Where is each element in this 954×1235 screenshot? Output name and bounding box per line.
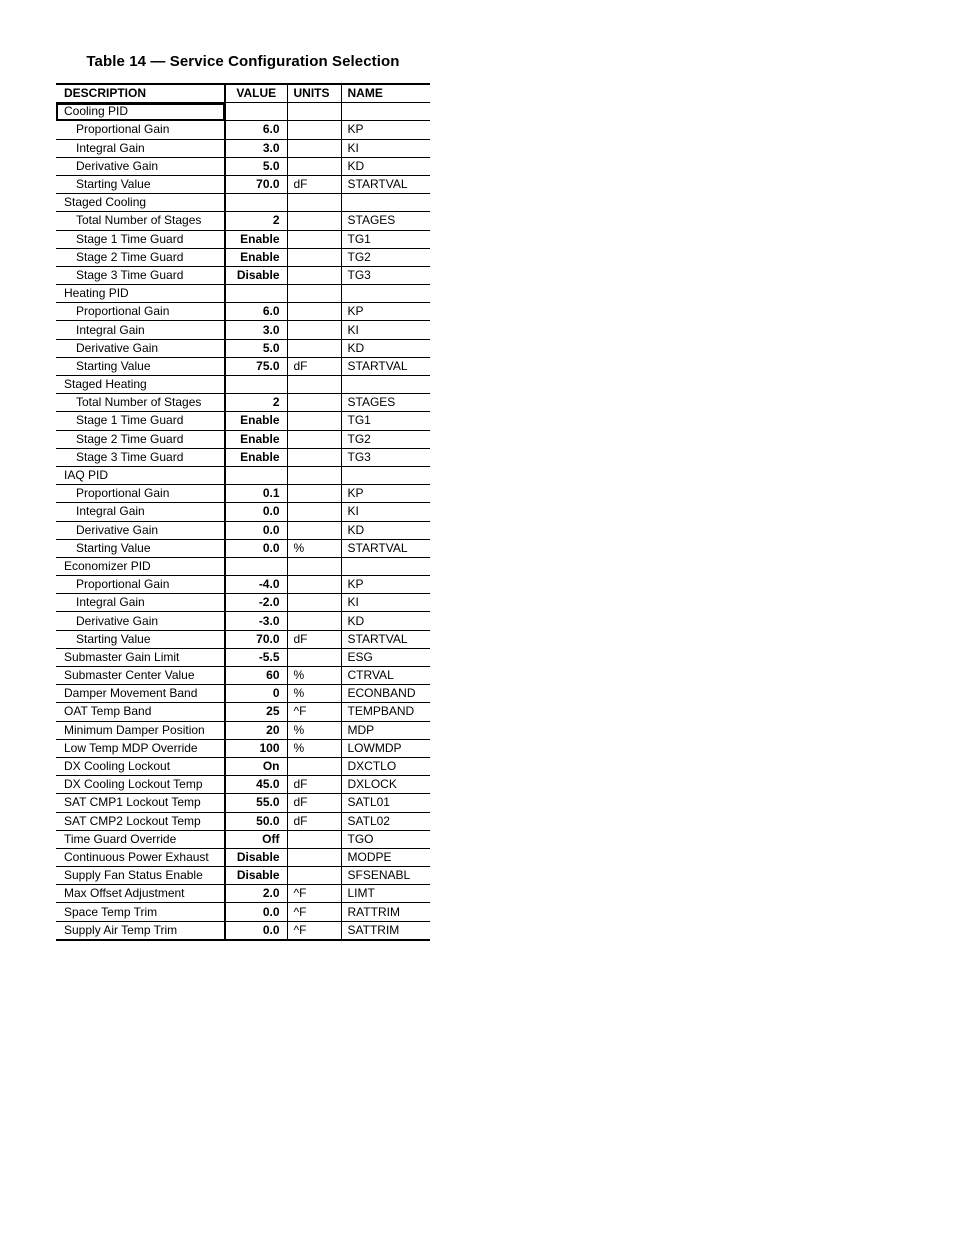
table-row bbox=[56, 576, 430, 594]
table-row bbox=[56, 903, 430, 921]
row-value: Enable bbox=[225, 448, 287, 466]
table-row bbox=[56, 921, 430, 940]
table-row bbox=[56, 812, 430, 830]
row-name: TG3 bbox=[341, 448, 430, 466]
row-value: -3.0 bbox=[225, 612, 287, 630]
table-row bbox=[56, 485, 430, 503]
row-name: MDP bbox=[341, 721, 430, 739]
table-row bbox=[56, 557, 430, 575]
header-name: NAME bbox=[341, 84, 430, 103]
row-description: Damper Movement Band bbox=[56, 685, 225, 703]
row-description: Starting Value bbox=[56, 175, 225, 193]
row-name: SATL01 bbox=[341, 794, 430, 812]
row-description: Integral Gain bbox=[56, 321, 225, 339]
table-row bbox=[56, 539, 430, 557]
row-description: Max Offset Adjustment bbox=[56, 885, 225, 903]
table-header bbox=[56, 84, 430, 103]
row-name: KI bbox=[341, 503, 430, 521]
row-name: KD bbox=[341, 339, 430, 357]
row-units bbox=[287, 194, 341, 212]
row-description: Continuous Power Exhaust bbox=[56, 848, 225, 866]
row-value: 6.0 bbox=[225, 303, 287, 321]
row-value: Off bbox=[225, 830, 287, 848]
table-row bbox=[56, 739, 430, 757]
row-description: Low Temp MDP Override bbox=[56, 739, 225, 757]
row-units bbox=[287, 848, 341, 866]
row-value: 5.0 bbox=[225, 157, 287, 175]
row-description: Starting Value bbox=[56, 357, 225, 375]
row-description: Starting Value bbox=[56, 539, 225, 557]
table-row bbox=[56, 430, 430, 448]
row-units: % bbox=[287, 667, 341, 685]
row-value: 0.0 bbox=[225, 521, 287, 539]
row-name: KP bbox=[341, 121, 430, 139]
row-units bbox=[287, 121, 341, 139]
row-name: KD bbox=[341, 612, 430, 630]
table-row bbox=[56, 757, 430, 775]
row-value: 0.0 bbox=[225, 539, 287, 557]
row-name: TG2 bbox=[341, 430, 430, 448]
row-description: Submaster Gain Limit bbox=[56, 648, 225, 666]
row-description: Time Guard Override bbox=[56, 830, 225, 848]
row-value: 2 bbox=[225, 212, 287, 230]
row-value: Disable bbox=[225, 266, 287, 284]
header-row bbox=[56, 84, 430, 103]
row-units: ^F bbox=[287, 903, 341, 921]
row-value bbox=[225, 103, 287, 121]
row-description: Proportional Gain bbox=[56, 485, 225, 503]
row-description: Stage 1 Time Guard bbox=[56, 412, 225, 430]
row-description: Integral Gain bbox=[56, 503, 225, 521]
row-description: Economizer PID bbox=[56, 557, 225, 575]
row-description: Integral Gain bbox=[56, 139, 225, 157]
row-name: LOWMDP bbox=[341, 739, 430, 757]
row-value: Enable bbox=[225, 412, 287, 430]
row-name: TGO bbox=[341, 830, 430, 848]
table-row bbox=[56, 103, 430, 121]
row-name: CTRVAL bbox=[341, 667, 430, 685]
row-units bbox=[287, 266, 341, 284]
row-value: 0.0 bbox=[225, 903, 287, 921]
table-row bbox=[56, 266, 430, 284]
row-value: 55.0 bbox=[225, 794, 287, 812]
row-value: 20 bbox=[225, 721, 287, 739]
table-row bbox=[56, 867, 430, 885]
row-units: % bbox=[287, 721, 341, 739]
row-value bbox=[225, 466, 287, 484]
table-row bbox=[56, 630, 430, 648]
row-units bbox=[287, 557, 341, 575]
table-row bbox=[56, 157, 430, 175]
table-row bbox=[56, 612, 430, 630]
row-description: Staged Heating bbox=[56, 376, 225, 394]
row-value: 60 bbox=[225, 667, 287, 685]
row-units bbox=[287, 139, 341, 157]
row-value: -4.0 bbox=[225, 576, 287, 594]
row-description: SAT CMP1 Lockout Temp bbox=[56, 794, 225, 812]
row-value: -5.5 bbox=[225, 648, 287, 666]
row-value: -2.0 bbox=[225, 594, 287, 612]
row-units: ^F bbox=[287, 921, 341, 940]
row-value: 2 bbox=[225, 394, 287, 412]
row-value: 3.0 bbox=[225, 321, 287, 339]
row-units: dF bbox=[287, 776, 341, 794]
row-description: SAT CMP2 Lockout Temp bbox=[56, 812, 225, 830]
row-description: Total Number of Stages bbox=[56, 212, 225, 230]
row-description: Derivative Gain bbox=[56, 339, 225, 357]
row-description: IAQ PID bbox=[56, 466, 225, 484]
row-value: Enable bbox=[225, 430, 287, 448]
row-description: Staged Cooling bbox=[56, 194, 225, 212]
row-units bbox=[287, 103, 341, 121]
row-name: KI bbox=[341, 321, 430, 339]
table-row bbox=[56, 448, 430, 466]
table-row bbox=[56, 175, 430, 193]
row-value bbox=[225, 376, 287, 394]
row-units bbox=[287, 576, 341, 594]
row-description: Supply Fan Status Enable bbox=[56, 867, 225, 885]
row-value: 70.0 bbox=[225, 175, 287, 193]
row-value: Disable bbox=[225, 867, 287, 885]
table-row bbox=[56, 667, 430, 685]
row-name: SATTRIM bbox=[341, 921, 430, 940]
row-name: SFSENABL bbox=[341, 867, 430, 885]
row-value: 5.0 bbox=[225, 339, 287, 357]
row-name: DXCTLO bbox=[341, 757, 430, 775]
row-description: Derivative Gain bbox=[56, 157, 225, 175]
row-value: On bbox=[225, 757, 287, 775]
row-description: Total Number of Stages bbox=[56, 394, 225, 412]
row-units bbox=[287, 757, 341, 775]
row-description: Stage 1 Time Guard bbox=[56, 230, 225, 248]
table-row bbox=[56, 412, 430, 430]
row-name: KD bbox=[341, 521, 430, 539]
row-name bbox=[341, 376, 430, 394]
row-description: DX Cooling Lockout Temp bbox=[56, 776, 225, 794]
row-value: 75.0 bbox=[225, 357, 287, 375]
table-row bbox=[56, 594, 430, 612]
row-units bbox=[287, 394, 341, 412]
row-units bbox=[287, 466, 341, 484]
row-name: LIMT bbox=[341, 885, 430, 903]
row-name: STARTVAL bbox=[341, 630, 430, 648]
row-name: STARTVAL bbox=[341, 175, 430, 193]
row-value bbox=[225, 194, 287, 212]
row-name: STAGES bbox=[341, 212, 430, 230]
row-units bbox=[287, 830, 341, 848]
table-row bbox=[56, 321, 430, 339]
row-description: Supply Air Temp Trim bbox=[56, 921, 225, 940]
table-row bbox=[56, 794, 430, 812]
table-title: Table 14 — Service Configuration Selection bbox=[86, 53, 400, 70]
row-value: 70.0 bbox=[225, 630, 287, 648]
row-name: TG3 bbox=[341, 266, 430, 284]
header-units: UNITS bbox=[287, 84, 341, 103]
row-name: ESG bbox=[341, 648, 430, 666]
table-row bbox=[56, 830, 430, 848]
row-units bbox=[287, 230, 341, 248]
row-description: Proportional Gain bbox=[56, 121, 225, 139]
row-name: KI bbox=[341, 139, 430, 157]
row-name: TG1 bbox=[341, 412, 430, 430]
row-units bbox=[287, 339, 341, 357]
row-description: Starting Value bbox=[56, 630, 225, 648]
table-row bbox=[56, 721, 430, 739]
row-name: SATL02 bbox=[341, 812, 430, 830]
row-description: Stage 2 Time Guard bbox=[56, 248, 225, 266]
table-row bbox=[56, 194, 430, 212]
row-units bbox=[287, 285, 341, 303]
row-description: Stage 2 Time Guard bbox=[56, 430, 225, 448]
row-name: KI bbox=[341, 594, 430, 612]
row-description: Minimum Damper Position bbox=[56, 721, 225, 739]
row-value: 0.1 bbox=[225, 485, 287, 503]
row-units bbox=[287, 303, 341, 321]
row-units: dF bbox=[287, 794, 341, 812]
table-row bbox=[56, 685, 430, 703]
row-name bbox=[341, 103, 430, 121]
row-value: 0 bbox=[225, 685, 287, 703]
row-description: Heating PID bbox=[56, 285, 225, 303]
table-row bbox=[56, 303, 430, 321]
row-value: 100 bbox=[225, 739, 287, 757]
row-units bbox=[287, 867, 341, 885]
row-units: dF bbox=[287, 630, 341, 648]
row-description: Integral Gain bbox=[56, 594, 225, 612]
table-row bbox=[56, 503, 430, 521]
row-units: % bbox=[287, 739, 341, 757]
row-units: dF bbox=[287, 812, 341, 830]
row-description: OAT Temp Band bbox=[56, 703, 225, 721]
row-units bbox=[287, 412, 341, 430]
row-name: STAGES bbox=[341, 394, 430, 412]
table-row bbox=[56, 357, 430, 375]
row-name: RATTRIM bbox=[341, 903, 430, 921]
row-name bbox=[341, 194, 430, 212]
row-description: Stage 3 Time Guard bbox=[56, 266, 225, 284]
row-units bbox=[287, 612, 341, 630]
row-description: DX Cooling Lockout bbox=[56, 757, 225, 775]
table-row bbox=[56, 285, 430, 303]
row-name: KP bbox=[341, 576, 430, 594]
table-row bbox=[56, 848, 430, 866]
row-units: % bbox=[287, 539, 341, 557]
row-description: Proportional Gain bbox=[56, 303, 225, 321]
table-body bbox=[56, 103, 430, 940]
table-row bbox=[56, 230, 430, 248]
header-value: VALUE bbox=[225, 84, 287, 103]
row-units bbox=[287, 430, 341, 448]
row-value: 50.0 bbox=[225, 812, 287, 830]
row-units bbox=[287, 321, 341, 339]
row-description: Derivative Gain bbox=[56, 612, 225, 630]
row-name: TG1 bbox=[341, 230, 430, 248]
row-units: ^F bbox=[287, 885, 341, 903]
row-value: 3.0 bbox=[225, 139, 287, 157]
row-value: 45.0 bbox=[225, 776, 287, 794]
row-description: Submaster Center Value bbox=[56, 667, 225, 685]
row-units bbox=[287, 521, 341, 539]
row-name bbox=[341, 557, 430, 575]
row-name bbox=[341, 285, 430, 303]
row-name: ECONBAND bbox=[341, 685, 430, 703]
service-configuration-table bbox=[56, 83, 430, 941]
row-value bbox=[225, 285, 287, 303]
row-description: Stage 3 Time Guard bbox=[56, 448, 225, 466]
row-value: Enable bbox=[225, 248, 287, 266]
row-description: Cooling PID bbox=[56, 103, 225, 121]
table-row bbox=[56, 776, 430, 794]
row-units bbox=[287, 648, 341, 666]
row-units bbox=[287, 157, 341, 175]
table-row bbox=[56, 466, 430, 484]
row-description: Proportional Gain bbox=[56, 576, 225, 594]
table-row bbox=[56, 648, 430, 666]
row-name: KP bbox=[341, 485, 430, 503]
row-name: STARTVAL bbox=[341, 357, 430, 375]
table-row bbox=[56, 521, 430, 539]
table-row bbox=[56, 885, 430, 903]
table-row bbox=[56, 248, 430, 266]
row-units bbox=[287, 376, 341, 394]
row-name: KD bbox=[341, 157, 430, 175]
table-row bbox=[56, 394, 430, 412]
table-row bbox=[56, 376, 430, 394]
row-value: 2.0 bbox=[225, 885, 287, 903]
row-name: TG2 bbox=[341, 248, 430, 266]
row-value: 25 bbox=[225, 703, 287, 721]
row-units bbox=[287, 248, 341, 266]
table-row bbox=[56, 139, 430, 157]
row-name: DXLOCK bbox=[341, 776, 430, 794]
row-units bbox=[287, 448, 341, 466]
row-name: MODPE bbox=[341, 848, 430, 866]
row-units: dF bbox=[287, 357, 341, 375]
row-units bbox=[287, 212, 341, 230]
row-units bbox=[287, 485, 341, 503]
row-value: Enable bbox=[225, 230, 287, 248]
row-value: 0.0 bbox=[225, 921, 287, 940]
row-name: STARTVAL bbox=[341, 539, 430, 557]
row-description: Space Temp Trim bbox=[56, 903, 225, 921]
row-description: Derivative Gain bbox=[56, 521, 225, 539]
row-value: 0.0 bbox=[225, 503, 287, 521]
table-row bbox=[56, 121, 430, 139]
row-units bbox=[287, 594, 341, 612]
row-units bbox=[287, 503, 341, 521]
row-value: Disable bbox=[225, 848, 287, 866]
row-name: TEMPBAND bbox=[341, 703, 430, 721]
row-name: KP bbox=[341, 303, 430, 321]
row-value bbox=[225, 557, 287, 575]
table-row bbox=[56, 339, 430, 357]
row-units: % bbox=[287, 685, 341, 703]
row-value: 6.0 bbox=[225, 121, 287, 139]
row-name bbox=[341, 466, 430, 484]
row-units: ^F bbox=[287, 703, 341, 721]
table-row bbox=[56, 212, 430, 230]
row-units: dF bbox=[287, 175, 341, 193]
header-description: DESCRIPTION bbox=[56, 84, 225, 103]
table-row bbox=[56, 703, 430, 721]
